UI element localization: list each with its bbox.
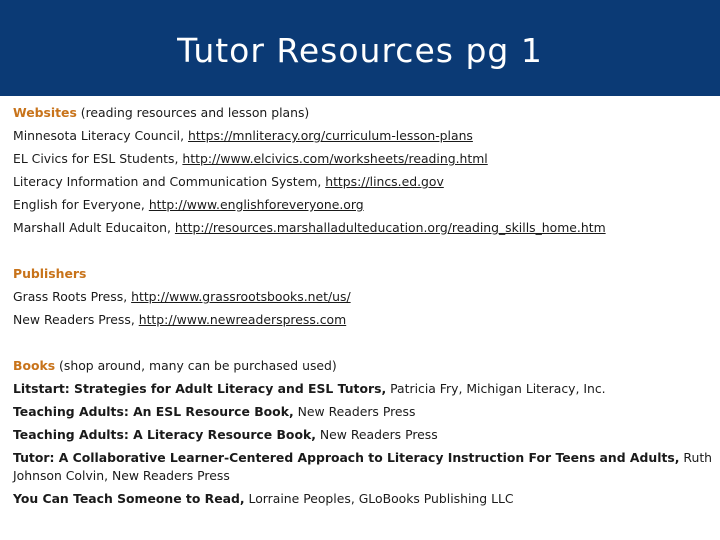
site-name: Minnesota Literacy Council,	[13, 128, 185, 143]
book-details: Lorraine Peoples, GLoBooks Publishing LLC	[248, 491, 514, 506]
slide-content	[13, 101, 713, 533]
book-title: You Can Teach Someone to Read,	[13, 491, 245, 506]
slide-title: Tutor Resources pg 1	[177, 30, 543, 70]
site-name: Marshall Adult Educaiton,	[13, 220, 171, 235]
publisher-link[interactable]: http://www.grassrootsbooks.net/us/	[131, 289, 351, 304]
list-item	[13, 193, 713, 216]
site-name: Literacy Information and Communication System,	[13, 174, 322, 189]
books-note: (shop around, many can be purchased used)	[59, 358, 337, 373]
site-name: EL Civics for ESL Students,	[13, 151, 179, 166]
book-details: New Readers Press	[297, 404, 416, 419]
list-item	[13, 285, 713, 308]
list-item	[13, 400, 713, 423]
publishers-heading: Publishers	[13, 266, 87, 281]
websites-section	[13, 101, 713, 239]
list-item	[13, 216, 713, 239]
title-banner	[0, 0, 720, 96]
site-link[interactable]: https://mnliteracy.org/curriculum-lesson-plans	[188, 128, 473, 143]
books-heading: Books	[13, 358, 56, 373]
list-item	[13, 487, 713, 510]
websites-heading: Websites	[13, 105, 77, 120]
book-title: Teaching Adults: An ESL Resource Book,	[13, 404, 294, 419]
publisher-link[interactable]: http://www.newreaderspress.com	[138, 312, 347, 327]
list-item	[13, 124, 713, 147]
publishers-section	[13, 262, 713, 331]
site-link[interactable]: http://www.elcivics.com/worksheets/reading.html	[182, 151, 488, 166]
list-item	[13, 446, 713, 487]
list-item	[13, 308, 713, 331]
publisher-name: Grass Roots Press,	[13, 289, 128, 304]
list-item	[13, 170, 713, 193]
site-link[interactable]: http://resources.marshalladulteducation.org/reading_skills_home.htm	[174, 220, 606, 235]
list-item	[13, 423, 713, 446]
book-details: Patricia Fry, Michigan Literacy, Inc.	[390, 381, 606, 396]
publisher-name: New Readers Press,	[13, 312, 135, 327]
book-title: Tutor: A Collaborative Learner-Centered Approach to Literacy Instruction For Teens and Adults,	[13, 450, 680, 465]
books-section	[13, 354, 713, 510]
site-link[interactable]: http://www.englishforeveryone.org	[148, 197, 364, 212]
books-header	[13, 354, 713, 377]
site-link[interactable]: https://lincs.ed.gov	[325, 174, 444, 189]
site-name: English for Everyone,	[13, 197, 145, 212]
book-title: Litstart: Strategies for Adult Literacy and ESL Tutors,	[13, 381, 387, 396]
book-details: Ruth Johnson Colvin, New Readers Press	[13, 450, 713, 483]
publishers-header	[13, 262, 713, 285]
websites-note: (reading resources and lesson plans)	[80, 105, 310, 120]
book-title: Teaching Adults: A Literacy Resource Book,	[13, 427, 316, 442]
book-details: New Readers Press	[319, 427, 438, 442]
list-item	[13, 377, 713, 400]
list-item	[13, 147, 713, 170]
websites-header	[13, 101, 713, 124]
